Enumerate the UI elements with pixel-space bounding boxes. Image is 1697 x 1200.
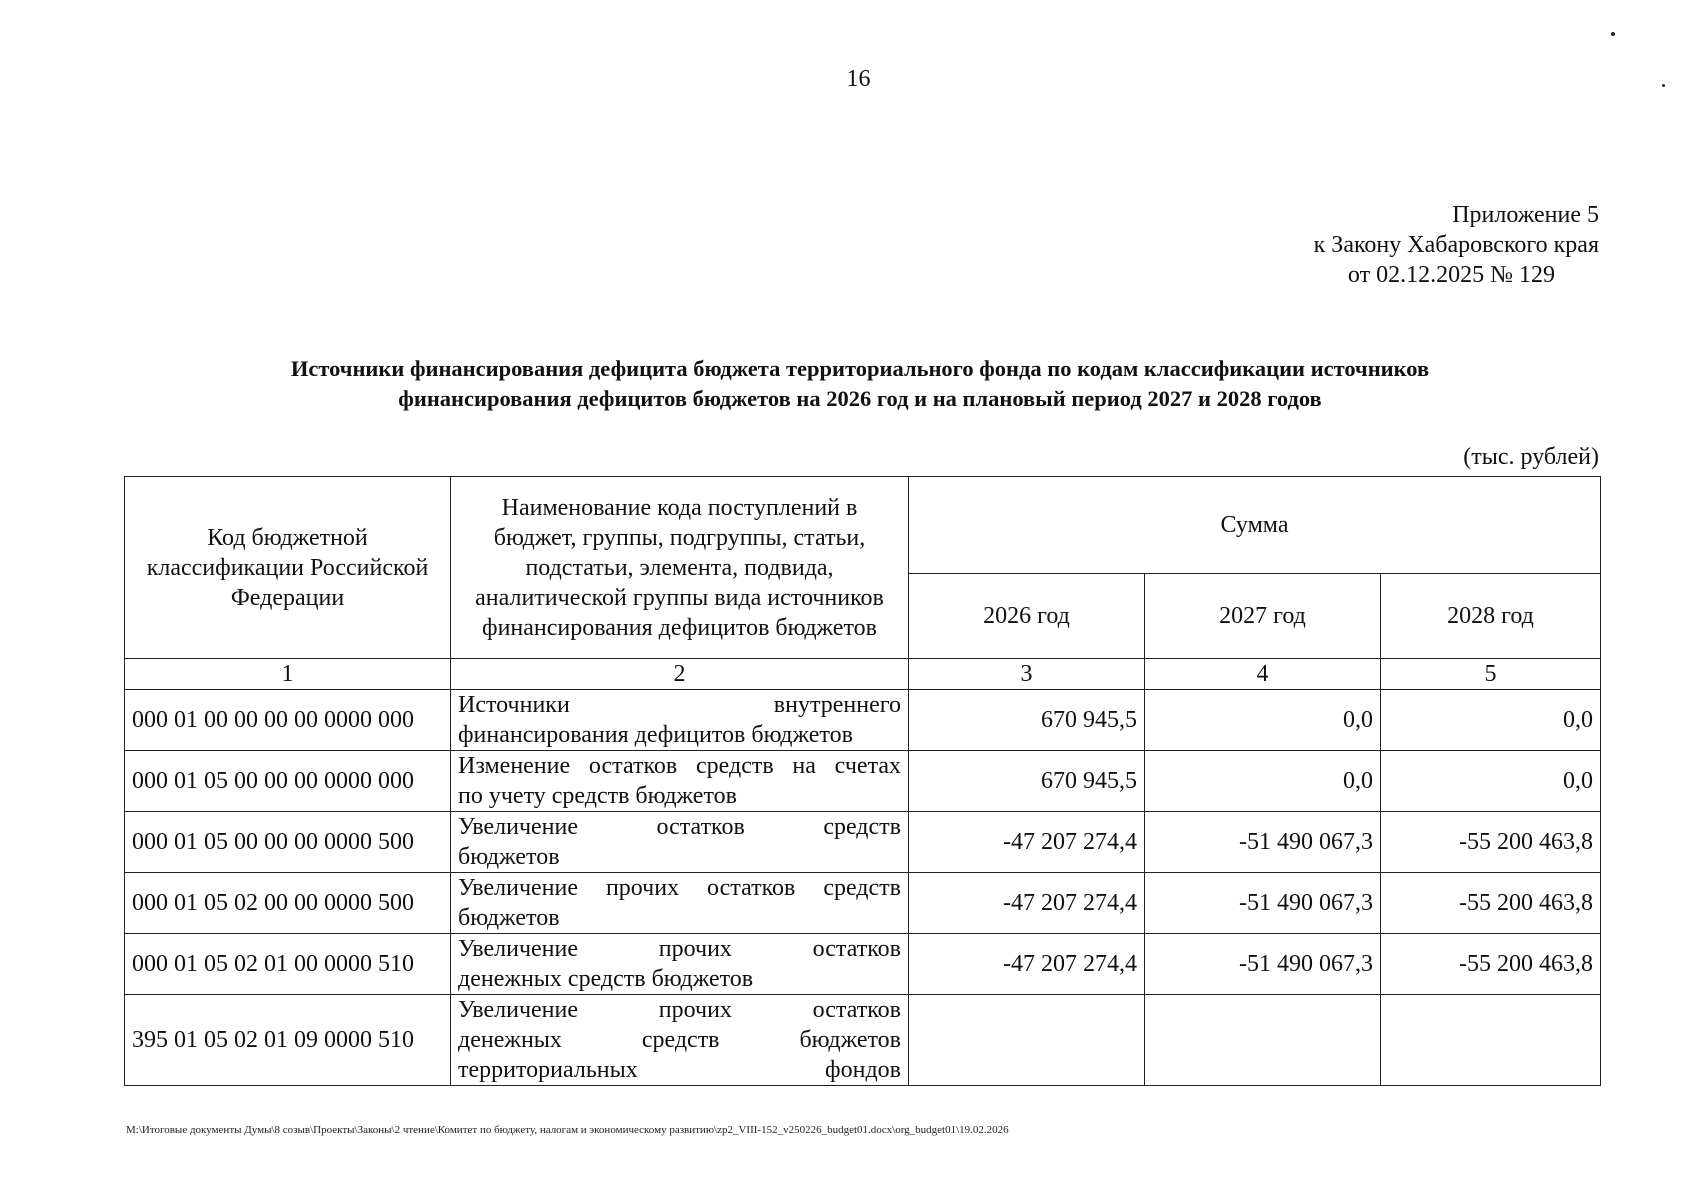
row-code: 395 01 05 02 01 09 0000 510 [125, 995, 451, 1086]
row-code: 000 01 05 02 00 00 0000 500 [125, 873, 451, 934]
financing-sources-table [124, 476, 1601, 1086]
row-name-line: по учету средств бюджетов [458, 783, 737, 809]
page-number: 16 [846, 66, 871, 92]
scan-speck [1611, 32, 1615, 36]
header-year-2028: 2028 год [1381, 574, 1601, 659]
row-name [451, 812, 909, 873]
table-row [125, 751, 1601, 812]
row-value-2027 [1145, 995, 1381, 1086]
title-line-1: Источники финансирования дефицита бюджета территориального фонда по кодам классификации источников [290, 356, 1430, 381]
units-label: (тыс. рублей) [1463, 444, 1599, 470]
header-name: Наименование кода поступлений в бюджет, группы, подгруппы, статьи, подстатьи, элемента, подвида, аналитической группы вида источников финансирования дефицитов бюджетов [451, 477, 909, 659]
scan-speck [1662, 84, 1665, 87]
appendix-line-3: от 02.12.2025 № 129 [1347, 262, 1555, 288]
table-row [125, 812, 1601, 873]
row-name [451, 690, 909, 751]
column-number: 3 [909, 659, 1145, 690]
table-row [125, 873, 1601, 934]
row-value-2026: 670 945,5 [909, 751, 1145, 812]
row-name-line: бюджетов [458, 844, 560, 870]
row-value-2028: 0,0 [1381, 751, 1601, 812]
row-value-2028: -55 200 463,8 [1381, 934, 1601, 995]
column-number: 2 [451, 659, 909, 690]
document-title [150, 354, 1570, 414]
row-value-2026: -47 207 274,4 [909, 812, 1145, 873]
row-value-2028: 0,0 [1381, 690, 1601, 751]
appendix-reference [1179, 200, 1599, 290]
row-name-line: территориальных фондов [458, 1057, 901, 1083]
row-value-2028: -55 200 463,8 [1381, 812, 1601, 873]
column-numbers-row [125, 659, 1601, 690]
row-name-line: Увеличение прочих остатков [458, 997, 901, 1023]
column-number: 4 [1145, 659, 1381, 690]
row-name-line: Изменение остатков средств на счетах [458, 753, 901, 779]
appendix-line-2: к Закону Хабаровского края [1313, 232, 1599, 258]
row-name-line: Увеличение остатков средств [458, 814, 901, 840]
row-value-2026 [909, 995, 1145, 1086]
table-row [125, 995, 1601, 1086]
row-value-2027: -51 490 067,3 [1145, 873, 1381, 934]
row-name-line: Источники внутреннего [458, 692, 901, 718]
row-code: 000 01 05 02 01 00 0000 510 [125, 934, 451, 995]
row-value-2027: 0,0 [1145, 751, 1381, 812]
table-row [125, 934, 1601, 995]
header-sum: Сумма [909, 477, 1601, 574]
appendix-line-1: Приложение 5 [1452, 202, 1599, 228]
row-value-2027: -51 490 067,3 [1145, 934, 1381, 995]
row-name-line: Увеличение прочих остатков средств [458, 875, 901, 901]
row-code: 000 01 05 00 00 00 0000 500 [125, 812, 451, 873]
row-code: 000 01 00 00 00 00 0000 000 [125, 690, 451, 751]
row-name-line: денежных средств бюджетов [458, 1027, 901, 1053]
column-number: 1 [125, 659, 451, 690]
row-name-line: бюджетов [458, 905, 560, 931]
row-code: 000 01 05 00 00 00 0000 000 [125, 751, 451, 812]
header-year-2026: 2026 год [909, 574, 1145, 659]
row-name [451, 751, 909, 812]
row-value-2027: 0,0 [1145, 690, 1381, 751]
row-name-line: денежных средств бюджетов [458, 966, 754, 992]
row-name-line: Увеличение прочих остатков [458, 936, 901, 962]
row-value-2026: -47 207 274,4 [909, 873, 1145, 934]
table-row [125, 690, 1601, 751]
row-value-2028 [1381, 995, 1601, 1086]
row-name-line: финансирования дефицитов бюджетов [458, 722, 853, 748]
file-path-footer: M:\Итоговые документы Думы\8 созыв\Проекты\Законы\2 чтение\Комитет по бюджету, налогам и экономическому развитию\zp2_VIII-152_v250226_budget01.docx\org_budget01\19.02.2026 [126, 1124, 1009, 1136]
title-line-2: финансирования дефицитов бюджетов на 2026 год и на плановый период 2027 и 2028 годов [398, 386, 1322, 411]
header-code: Код бюджетной классификации Российской Федерации [125, 477, 451, 659]
row-value-2026: 670 945,5 [909, 690, 1145, 751]
row-value-2026: -47 207 274,4 [909, 934, 1145, 995]
row-name [451, 873, 909, 934]
header-year-2027: 2027 год [1145, 574, 1381, 659]
row-name [451, 995, 909, 1086]
row-value-2027: -51 490 067,3 [1145, 812, 1381, 873]
row-name [451, 934, 909, 995]
row-value-2028: -55 200 463,8 [1381, 873, 1601, 934]
column-number: 5 [1381, 659, 1601, 690]
